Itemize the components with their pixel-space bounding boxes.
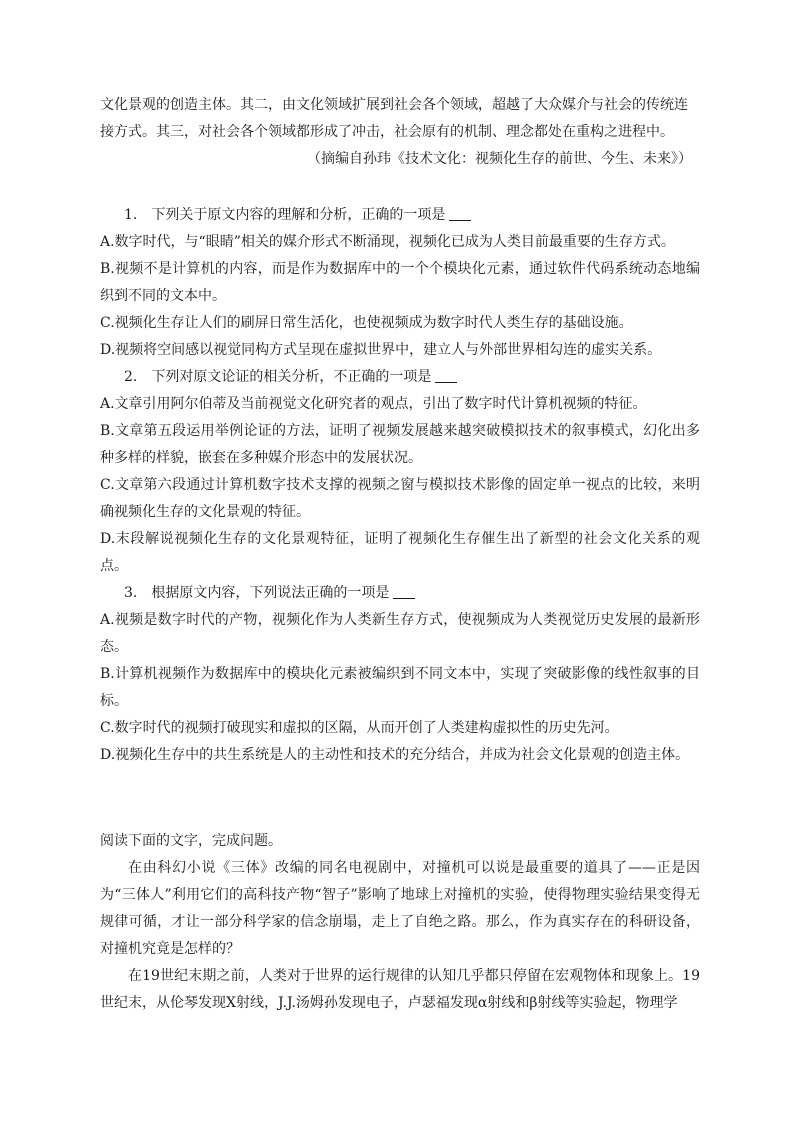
option-a: A.数字时代，与“眼睛”相关的媒介形式不断涌现，视频化已成为人类目前最重要的生存方式。 (100, 234, 675, 250)
option-c: C.视频化生存让人们的刷屏日常生活化，也使视频成为数字时代人类生存的基础设施。 (100, 315, 633, 331)
section-lead: 阅读下面的文字，完成问题。 (100, 833, 282, 849)
question-stem (100, 202, 700, 229)
passage-paragraph-2: 在19世纪末期之前，人类对于世界的运行规律的认知几乎都只停留在宏观物体和现象上。19世纪末，从伦琴发现X射线，J.J.汤姆孙发现电子，卢瑟福发现α射线和β射线等实验起，物理学 (100, 968, 700, 1011)
question-stem-text: 3. 根据原文内容，下列说法正确的一项是 (124, 585, 390, 601)
option-b: B.文章第五段运用举例论证的方法，证明了视频发展越来越突破模拟技术的叙事模式，幻化出多种多样的样貌，嵌套在多种媒介形态中的发展状况。 (100, 423, 700, 466)
option-c: C.数字时代的视频打破现实和虚拟的区隔，从而开创了人类建构虚拟性的历史先河。 (100, 720, 619, 736)
option-a: A.文章引用阿尔伯蒂及当前视觉文化研究者的观点，引出了数字时代计算机视频的特征。 (100, 396, 647, 412)
reading-section (100, 828, 700, 1017)
answer-blank[interactable] (393, 584, 415, 599)
option-d: D.末段解说视频化生存的文化景观特征，证明了视频化生存催生出了新型的社会文化关系的观点。 (100, 531, 700, 574)
option-c: C.文章第六段通过计算机数字技术支撑的视频之窗与模拟技术影像的固定单一视点的比较，来明确视频化生存的文化景观的特征。 (100, 477, 700, 520)
question-stem (100, 364, 700, 391)
passage-paragraph-1: 在由科幻小说《三体》改编的同名电视剧中，对撞机可以说是最重要的道具了——正是因为“三体人”利用它们的高科技产物“智子”影响了地球上对撞机的实验，使得物理实验结果变得无规律可循，才让一部分科学家的信念崩塌，走上了自绝之路。那么，作为真实存在的科研设备，对撞机究竟是怎样的？ (100, 860, 700, 957)
question-stem-text: 2. 下列对原文论证的相关分析，不正确的一项是 (124, 369, 432, 385)
option-d: D.视频化生存中的共生系统是人的主动性和技术的充分结合，并成为社会文化景观的创造主体。 (100, 747, 690, 763)
question-stem (100, 580, 700, 607)
answer-blank[interactable] (435, 368, 457, 383)
option-a: A.视频是数字时代的产物，视频化作为人类新生存方式，使视频成为人类视觉历史发展的最新形态。 (100, 612, 700, 655)
intro-line-1: 文化景观的创造主体。其二，由文化领域扩展到社会各个领域，超越了大众媒介与社会的传统连 (100, 97, 688, 113)
option-b: B.视频不是计算机的内容，而是作为数据库中的一个个模块化元素，通过软件代码系统动态地编织到不同的文本中。 (100, 261, 700, 304)
option-d: D.视频将空间感以视觉同构方式呈现在虚拟世界中，建立人与外部世界相勾连的虚实关系。 (100, 342, 662, 358)
intro-line-2: 接方式。其三，对社会各个领域都形成了冲击，社会原有的机制、理念都处在重构之进程中。 (100, 124, 674, 140)
intro-block (100, 92, 700, 173)
question-1 (100, 202, 700, 364)
question-3 (100, 580, 700, 769)
source-citation: （摘编自孙玮《技术文化：视频化生存的前世、今生、未来》） (307, 151, 692, 167)
question-stem-text: 1. 下列关于原文内容的理解和分析，正确的一项是 (124, 207, 446, 223)
option-b: B.计算机视频作为数据库中的模块化元素被编织到不同文本中，实现了突破影像的线性叙事的目标。 (100, 666, 700, 709)
answer-blank[interactable] (449, 206, 471, 221)
question-2 (100, 364, 700, 580)
questions-block (100, 202, 700, 769)
